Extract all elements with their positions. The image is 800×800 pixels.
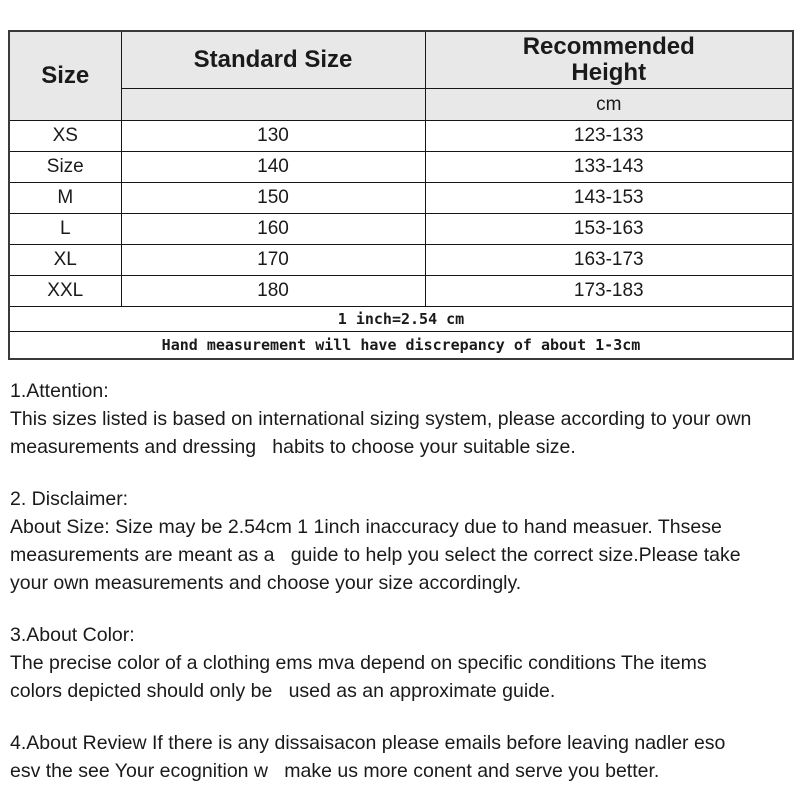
note-hand-measurement: Hand measurement will have discrepancy of about 1-3cm [9, 332, 793, 360]
note-inch-conversion: 1 inch=2.54 cm [9, 307, 793, 332]
cell-standard: 130 [121, 121, 425, 152]
header-row-2 [9, 89, 793, 121]
text-line: colors depicted should only be used as an approximate guide. [10, 680, 556, 702]
header-recommended-height [425, 31, 793, 89]
cell-height: 133-143 [425, 152, 793, 183]
cell-height: 173-183 [425, 276, 793, 307]
cell-size: XXL [9, 276, 121, 307]
header-size: Size [9, 31, 121, 121]
section-about-color [10, 621, 800, 705]
cell-standard: 140 [121, 152, 425, 183]
cell-size: XS [9, 121, 121, 152]
text-line: your own measurements and choose your size accordingly. [10, 572, 522, 594]
section-about-review [10, 729, 800, 785]
text-line: About Size: Size may be 2.54cm 1 1inch inaccuracy due to hand measuer. Thsese [10, 516, 722, 538]
text-line: 2. Disclaimer: [10, 488, 129, 510]
header-unit-cm: cm [425, 89, 793, 121]
table-row-m [9, 183, 793, 214]
note-row-hand [9, 332, 793, 360]
cell-size: M [9, 183, 121, 214]
cell-size: L [9, 214, 121, 245]
cell-standard: 170 [121, 245, 425, 276]
cell-size: XL [9, 245, 121, 276]
note-row-inch [9, 307, 793, 332]
cell-standard: 180 [121, 276, 425, 307]
text-line: measurements are meant as a guide to help you select the correct size.Please take [10, 544, 741, 566]
cell-standard: 150 [121, 183, 425, 214]
cell-height: 163-173 [425, 245, 793, 276]
table-row-s [9, 152, 793, 183]
header-standard-size-sub-empty [121, 89, 425, 121]
header-recommended-height-text: Recommended Height [522, 33, 695, 86]
text-line: 1.Attention: [10, 380, 109, 402]
description-text [10, 377, 800, 785]
table-row-xxl [9, 276, 793, 307]
text-line: 4.About Review If there is any dissaisacon please emails before leaving nadler eso [10, 732, 726, 754]
section-attention [10, 377, 800, 461]
section-disclaimer [10, 485, 800, 597]
text-line: The precise color of a clothing ems mva depend on specific conditions The items [10, 652, 707, 674]
cell-height: 143-153 [425, 183, 793, 214]
table-row-xl [9, 245, 793, 276]
text-line: This sizes listed is based on international sizing system, please according to your own [10, 408, 752, 430]
cell-size: Size [9, 152, 121, 183]
cell-height: 123-133 [425, 121, 793, 152]
header-row-1 [9, 31, 793, 89]
cell-standard: 160 [121, 214, 425, 245]
header-standard-size: Standard Size [121, 31, 425, 89]
text-line: measurements and dressing habits to choose your suitable size. [10, 436, 576, 458]
table-row-l [9, 214, 793, 245]
text-line: 3.About Color: [10, 624, 135, 646]
cell-height: 153-163 [425, 214, 793, 245]
text-line: esv the see Your ecognition w make us more conent and serve you better. [10, 760, 660, 782]
size-chart-table [8, 30, 794, 360]
table-row-xs [9, 121, 793, 152]
